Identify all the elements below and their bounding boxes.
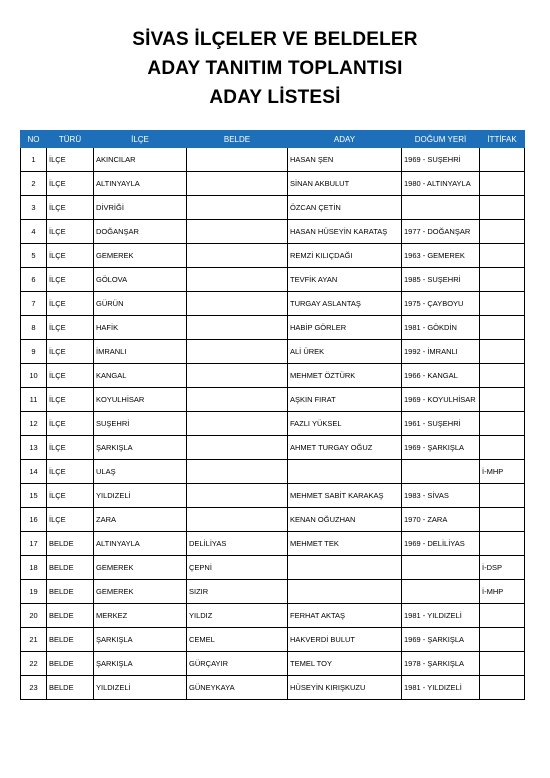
cell-birthplace: 1963 - GEMEREK xyxy=(402,244,480,268)
cell-type: İLÇE xyxy=(47,412,94,436)
cell-town xyxy=(187,436,288,460)
cell-town: YILDIZ xyxy=(187,604,288,628)
cell-no: 11 xyxy=(21,388,47,412)
table-row xyxy=(21,316,525,340)
cell-town xyxy=(187,268,288,292)
cell-town xyxy=(187,460,288,484)
cell-alliance: İ-MHP xyxy=(480,460,525,484)
cell-type: İLÇE xyxy=(47,244,94,268)
cell-candidate: HAKVERDİ BULUT xyxy=(288,628,402,652)
cell-alliance xyxy=(480,244,525,268)
table-row xyxy=(21,412,525,436)
cell-town xyxy=(187,484,288,508)
table-row xyxy=(21,244,525,268)
cell-town xyxy=(187,508,288,532)
cell-candidate: MEHMET SABİT KARAKAŞ xyxy=(288,484,402,508)
cell-no: 4 xyxy=(21,220,47,244)
cell-district: GÜRÜN xyxy=(94,292,187,316)
cell-type: BELDE xyxy=(47,628,94,652)
cell-birthplace xyxy=(402,580,480,604)
cell-candidate: AŞKIN FIRAT xyxy=(288,388,402,412)
cell-district: GEMEREK xyxy=(94,580,187,604)
cell-alliance xyxy=(480,628,525,652)
cell-no: 20 xyxy=(21,604,47,628)
cell-type: BELDE xyxy=(47,556,94,580)
cell-no: 19 xyxy=(21,580,47,604)
cell-candidate xyxy=(288,556,402,580)
cell-district: YILDIZELİ xyxy=(94,676,187,700)
cell-alliance xyxy=(480,676,525,700)
cell-birthplace: 1969 - ŞARKIŞLA xyxy=(402,628,480,652)
cell-district: AKINCILAR xyxy=(94,148,187,172)
cell-birthplace: 1961 - SUŞEHRİ xyxy=(402,412,480,436)
table-row xyxy=(21,148,525,172)
cell-no: 5 xyxy=(21,244,47,268)
header-alliance: İTTİFAK xyxy=(480,131,525,148)
cell-district: ŞARKIŞLA xyxy=(94,628,187,652)
cell-birthplace: 1969 - ŞARKIŞLA xyxy=(402,436,480,460)
table-row xyxy=(21,532,525,556)
cell-type: İLÇE xyxy=(47,388,94,412)
table-row xyxy=(21,628,525,652)
cell-district: DİVRİĞİ xyxy=(94,196,187,220)
cell-no: 9 xyxy=(21,340,47,364)
cell-birthplace: 1983 - SİVAS xyxy=(402,484,480,508)
table-row xyxy=(21,556,525,580)
cell-candidate: TURGAY ASLANTAŞ xyxy=(288,292,402,316)
cell-birthplace: 1970 - ZARA xyxy=(402,508,480,532)
cell-candidate: TEVFİK AYAN xyxy=(288,268,402,292)
cell-birthplace: 1978 - ŞARKIŞLA xyxy=(402,652,480,676)
table-row xyxy=(21,172,525,196)
cell-birthplace xyxy=(402,460,480,484)
cell-alliance xyxy=(480,340,525,364)
cell-candidate: MEHMET ÖZTÜRK xyxy=(288,364,402,388)
cell-no: 15 xyxy=(21,484,47,508)
cell-no: 1 xyxy=(21,148,47,172)
cell-birthplace: 1981 - GÖKDİN xyxy=(402,316,480,340)
cell-district: YILDIZELİ xyxy=(94,484,187,508)
table-row xyxy=(21,292,525,316)
cell-town: SIZIR xyxy=(187,580,288,604)
table-row xyxy=(21,652,525,676)
cell-alliance xyxy=(480,436,525,460)
cell-alliance xyxy=(480,148,525,172)
cell-town xyxy=(187,388,288,412)
cell-alliance: İ-DSP xyxy=(480,556,525,580)
table-header-row xyxy=(21,131,525,148)
table-row xyxy=(21,436,525,460)
cell-alliance xyxy=(480,172,525,196)
table-row xyxy=(21,364,525,388)
cell-no: 23 xyxy=(21,676,47,700)
table-row xyxy=(21,196,525,220)
cell-candidate: HASAN HÜSEYİN KARATAŞ xyxy=(288,220,402,244)
cell-alliance xyxy=(480,652,525,676)
cell-type: BELDE xyxy=(47,532,94,556)
cell-type: İLÇE xyxy=(47,196,94,220)
cell-birthplace: 1969 - DELİLİYAS xyxy=(402,532,480,556)
cell-district: GÖLOVA xyxy=(94,268,187,292)
cell-type: İLÇE xyxy=(47,172,94,196)
cell-birthplace: 1980 - ALTINYAYLA xyxy=(402,172,480,196)
cell-town: GÜRÇAYIR xyxy=(187,652,288,676)
cell-type: İLÇE xyxy=(47,220,94,244)
cell-alliance xyxy=(480,196,525,220)
cell-birthplace: 1975 - ÇAYBOYU xyxy=(402,292,480,316)
cell-type: İLÇE xyxy=(47,340,94,364)
header-no: NO xyxy=(21,131,47,148)
table-row xyxy=(21,340,525,364)
cell-type: İLÇE xyxy=(47,484,94,508)
cell-no: 17 xyxy=(21,532,47,556)
cell-alliance: İ-MHP xyxy=(480,580,525,604)
cell-candidate xyxy=(288,460,402,484)
table-body xyxy=(21,148,525,700)
cell-no: 10 xyxy=(21,364,47,388)
cell-type: İLÇE xyxy=(47,460,94,484)
cell-birthplace: 1969 - SUŞEHRİ xyxy=(402,148,480,172)
cell-district: GEMEREK xyxy=(94,556,187,580)
cell-district: SUŞEHRİ xyxy=(94,412,187,436)
table-row xyxy=(21,220,525,244)
cell-birthplace: 1969 - KOYULHİSAR xyxy=(402,388,480,412)
cell-no: 7 xyxy=(21,292,47,316)
cell-town xyxy=(187,244,288,268)
cell-district: ZARA xyxy=(94,508,187,532)
cell-no: 14 xyxy=(21,460,47,484)
cell-no: 3 xyxy=(21,196,47,220)
cell-candidate: ÖZCAN ÇETİN xyxy=(288,196,402,220)
cell-candidate: SİNAN AKBULUT xyxy=(288,172,402,196)
cell-candidate: KENAN OĞUZHAN xyxy=(288,508,402,532)
cell-alliance xyxy=(480,268,525,292)
cell-no: 8 xyxy=(21,316,47,340)
cell-alliance xyxy=(480,220,525,244)
cell-town xyxy=(187,340,288,364)
cell-town xyxy=(187,220,288,244)
cell-district: ALTINYAYLA xyxy=(94,172,187,196)
cell-no: 2 xyxy=(21,172,47,196)
table-row xyxy=(21,676,525,700)
cell-no: 21 xyxy=(21,628,47,652)
cell-district: HAFİK xyxy=(94,316,187,340)
cell-town xyxy=(187,172,288,196)
cell-type: İLÇE xyxy=(47,268,94,292)
cell-candidate: HÜSEYİN KIRIŞKUZU xyxy=(288,676,402,700)
header-type: TÜRÜ xyxy=(47,131,94,148)
cell-candidate: FERHAT AKTAŞ xyxy=(288,604,402,628)
table-row xyxy=(21,268,525,292)
header-candidate: ADAY xyxy=(288,131,402,148)
cell-town xyxy=(187,148,288,172)
cell-no: 6 xyxy=(21,268,47,292)
cell-town xyxy=(187,364,288,388)
cell-town: CEMEL xyxy=(187,628,288,652)
cell-district: KOYULHİSAR xyxy=(94,388,187,412)
cell-town xyxy=(187,412,288,436)
cell-candidate: REMZİ KILIÇDAĞI xyxy=(288,244,402,268)
candidate-table xyxy=(20,130,525,700)
table-row xyxy=(21,604,525,628)
cell-type: İLÇE xyxy=(47,436,94,460)
cell-type: İLÇE xyxy=(47,508,94,532)
cell-candidate: ALİ ÜREK xyxy=(288,340,402,364)
cell-type: BELDE xyxy=(47,604,94,628)
cell-town xyxy=(187,292,288,316)
cell-birthplace: 1966 - KANGAL xyxy=(402,364,480,388)
cell-type: BELDE xyxy=(47,580,94,604)
cell-type: İLÇE xyxy=(47,316,94,340)
cell-alliance xyxy=(480,292,525,316)
cell-district: DOĞANŞAR xyxy=(94,220,187,244)
document-title-block xyxy=(0,25,550,112)
cell-birthplace: 1985 - SUŞEHRİ xyxy=(402,268,480,292)
cell-district: MERKEZ xyxy=(94,604,187,628)
cell-candidate: FAZLI YÜKSEL xyxy=(288,412,402,436)
cell-no: 22 xyxy=(21,652,47,676)
cell-birthplace xyxy=(402,196,480,220)
cell-district: ŞARKIŞLA xyxy=(94,652,187,676)
cell-birthplace: 1981 - YILDIZELİ xyxy=(402,604,480,628)
title-line-3: ADAY LİSTESİ xyxy=(209,87,341,108)
cell-district: ALTINYAYLA xyxy=(94,532,187,556)
cell-town xyxy=(187,316,288,340)
table-row xyxy=(21,508,525,532)
cell-district: KANGAL xyxy=(94,364,187,388)
cell-birthplace xyxy=(402,556,480,580)
cell-birthplace: 1981 - YILDIZELİ xyxy=(402,676,480,700)
cell-type: BELDE xyxy=(47,676,94,700)
cell-no: 18 xyxy=(21,556,47,580)
cell-no: 13 xyxy=(21,436,47,460)
cell-candidate: MEHMET TEK xyxy=(288,532,402,556)
cell-town: ÇEPNİ xyxy=(187,556,288,580)
cell-alliance xyxy=(480,484,525,508)
cell-district: ŞARKIŞLA xyxy=(94,436,187,460)
cell-type: İLÇE xyxy=(47,292,94,316)
table-row xyxy=(21,580,525,604)
cell-type: İLÇE xyxy=(47,364,94,388)
cell-alliance xyxy=(480,604,525,628)
title-line-1: SİVAS İLÇELER VE BELDELER xyxy=(132,29,418,50)
cell-no: 12 xyxy=(21,412,47,436)
header-birthplace: DOĞUM YERİ xyxy=(402,131,480,148)
cell-town xyxy=(187,196,288,220)
cell-no: 16 xyxy=(21,508,47,532)
cell-birthplace: 1977 - DOĞANŞAR xyxy=(402,220,480,244)
cell-alliance xyxy=(480,316,525,340)
cell-type: BELDE xyxy=(47,652,94,676)
cell-birthplace: 1992 - İMRANLI xyxy=(402,340,480,364)
table-row xyxy=(21,484,525,508)
header-district: İLÇE xyxy=(94,131,187,148)
cell-district: ULAŞ xyxy=(94,460,187,484)
table-row xyxy=(21,388,525,412)
cell-candidate: HABİP GÖRLER xyxy=(288,316,402,340)
title-line-2: ADAY TANITIM TOPLANTISI xyxy=(147,58,403,79)
cell-town: GÜNEYKAYA xyxy=(187,676,288,700)
cell-candidate xyxy=(288,580,402,604)
cell-type: İLÇE xyxy=(47,148,94,172)
cell-alliance xyxy=(480,412,525,436)
cell-candidate: AHMET TURGAY OĞUZ xyxy=(288,436,402,460)
cell-alliance xyxy=(480,508,525,532)
cell-candidate: HASAN ŞEN xyxy=(288,148,402,172)
header-town: BELDE xyxy=(187,131,288,148)
cell-alliance xyxy=(480,364,525,388)
table-row xyxy=(21,460,525,484)
cell-district: İMRANLI xyxy=(94,340,187,364)
cell-candidate: TEMEL TOY xyxy=(288,652,402,676)
cell-district: GEMEREK xyxy=(94,244,187,268)
cell-alliance xyxy=(480,388,525,412)
cell-town: DELİLİYAS xyxy=(187,532,288,556)
cell-alliance xyxy=(480,532,525,556)
